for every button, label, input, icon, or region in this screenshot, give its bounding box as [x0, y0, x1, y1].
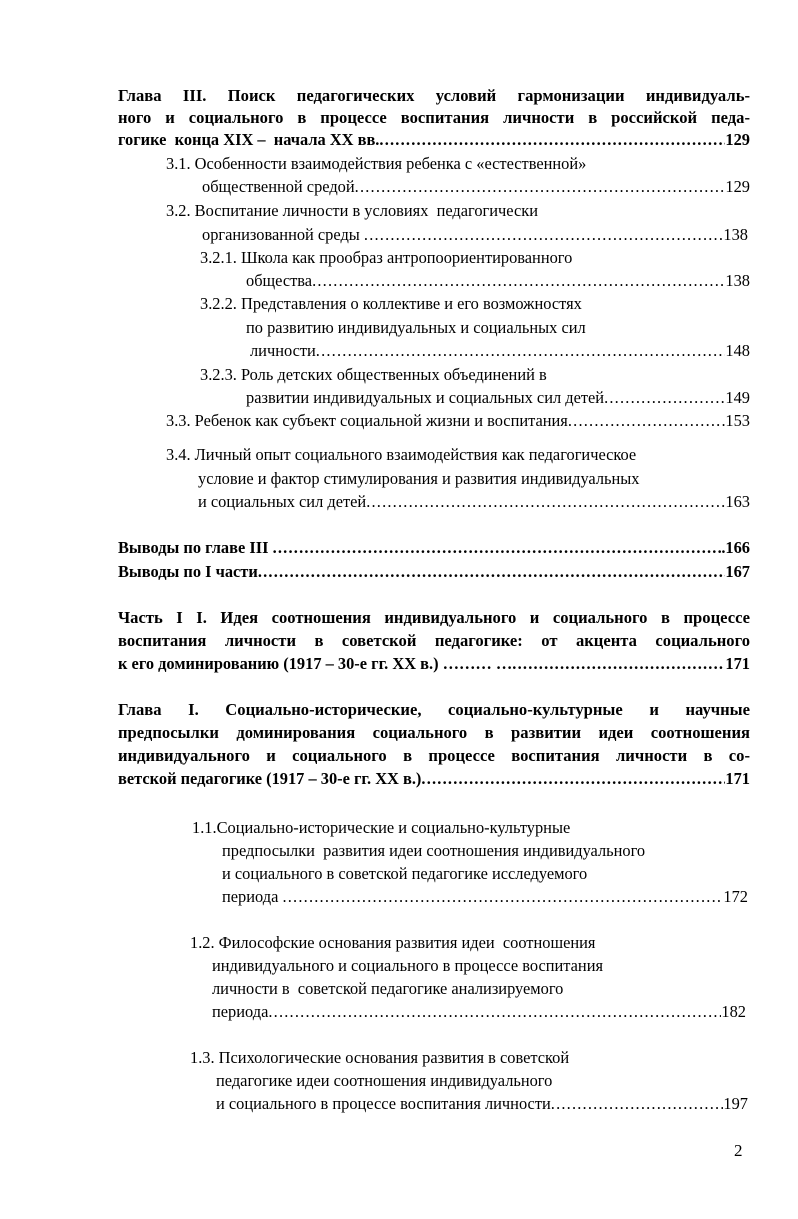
toc-page-number: 129: [725, 177, 750, 196]
toc-entry-1-3-line1: 1.3. Психологические основания развития в советской: [190, 1048, 570, 1067]
toc-entry-3-2-2-line2: по развитию индивидуальных и социальных сил: [246, 318, 586, 337]
toc-page-number: 172: [723, 887, 748, 906]
dot-leader: [282, 887, 723, 907]
toc-entry-3-2-1[interactable]: [246, 271, 750, 291]
toc-page-number: .166: [721, 538, 750, 557]
toc-page-number: 138: [725, 271, 750, 290]
toc-page-number: 167: [725, 562, 750, 581]
dot-leader: [366, 492, 725, 512]
toc-entry-1-1-line2: предпосылки развития идеи соотношения индивидуального: [222, 841, 646, 860]
dot-leader: [604, 388, 725, 408]
dot-leader: [512, 654, 725, 674]
part2-title-line1: Часть I I. Идея соотношения индивидуального и социального в процессе: [118, 608, 750, 627]
dot-leader: [273, 538, 722, 558]
toc-entry-text: к его доминированию (1917 – 30-е гг. XX в.) ……… …: [118, 654, 513, 673]
dot-leader: [379, 130, 725, 150]
toc-entry-conclusions-ch3[interactable]: [118, 538, 750, 558]
toc-page-number: 163: [725, 492, 750, 511]
chapter1-title-line1: Глава I. Социально-исторические, социально-культурные и научные: [118, 700, 750, 719]
toc-entry-3-2-3[interactable]: [246, 388, 750, 408]
dot-leader: [421, 769, 725, 789]
toc-page-number: 182: [721, 1002, 746, 1021]
toc-entry-text: и социального в процессе воспитания личности: [216, 1094, 551, 1113]
toc-entry-3-2-3-line1: 3.2.3. Роль детских общественных объединений в: [200, 365, 547, 384]
toc-entry-3-2-2[interactable]: [250, 341, 750, 361]
toc-page-number: 153: [725, 411, 750, 430]
dot-leader: [316, 341, 726, 361]
toc-entry-text: общественной средой: [202, 177, 355, 196]
toc-entry-chapter1[interactable]: [118, 769, 750, 789]
toc-entry-1-1[interactable]: [222, 887, 748, 907]
toc-page-number: 171: [725, 769, 750, 788]
toc-entry-3-3[interactable]: [166, 411, 750, 431]
toc-entry-1-3-line2: педагогике идеи соотношения индивидуального: [216, 1071, 553, 1090]
dot-leader: [568, 411, 726, 431]
toc-entry-text: Выводы по I части: [118, 562, 258, 581]
toc-entry-3-4[interactable]: [198, 492, 750, 512]
toc-entry-1-1-line1: 1.1.Социально-исторические и социально-культурные: [192, 818, 571, 837]
dot-leader: [551, 1094, 724, 1114]
toc-entry-text: и социальных сил детей: [198, 492, 367, 511]
toc-entry-1-2-line3: личности в советской педагогике анализируемого: [212, 979, 564, 998]
toc-entry-text: ветской педагогике (1917 – 30-е гг. XX в.): [118, 769, 422, 788]
toc-entry-3-2-line1: 3.2. Воспитание личности в условиях педагогически: [166, 201, 538, 220]
page-number: 2: [734, 1141, 743, 1160]
toc-page-number: 138: [723, 225, 748, 244]
toc-entry-1-2-line1: 1.2. Философские основания развития идеи соотношения: [190, 933, 596, 952]
chapter3-title-line1: Глава III. Поиск педагогических условий гармонизации индивидуаль-: [118, 86, 750, 105]
toc-page-number: 129: [725, 130, 750, 149]
dot-leader: [355, 177, 726, 197]
toc-page-number: 149: [725, 388, 750, 407]
toc-entry-text: организованной среды: [202, 225, 364, 244]
toc-entry-1-2[interactable]: [212, 1002, 746, 1022]
part2-title-line2: воспитания личности в советской педагогике: от акцента социального: [118, 631, 750, 650]
toc-entry-3-1[interactable]: [202, 177, 750, 197]
toc-entry-3-1-line1: 3.1. Особенности взаимодействия ребенка с «естественной»: [166, 154, 587, 173]
toc-entry-text: периода: [212, 1002, 269, 1021]
toc-entry-3-2-2-line1: 3.2.2. Представления о коллективе и его возможностях: [200, 294, 582, 313]
toc-entry-1-2-line2: индивидуального и социального в процессе воспитания: [212, 956, 604, 975]
toc-page-number: 171: [725, 654, 750, 673]
toc-entry-3-4-line2: условие и фактор стимулирования и развития индивидуальных: [198, 469, 640, 488]
chapter1-title-line3: индивидуального и социального в процессе воспитания личности в со-: [118, 746, 750, 765]
toc-entry-conclusions-part1[interactable]: [118, 562, 750, 582]
toc-page-number: 148: [725, 341, 750, 360]
dot-leader: [364, 225, 724, 245]
toc-entry-chapter3[interactable]: [118, 130, 750, 150]
dot-leader: [312, 271, 725, 291]
toc-entry-text: личности: [250, 341, 316, 360]
toc-page-number: 197: [723, 1094, 748, 1113]
chapter1-title-line2: предпосылки доминирования социального в развитии идеи соотношения: [118, 723, 750, 742]
toc-entry-1-1-line3: и социального в советской педагогике исследуемого: [222, 864, 588, 883]
toc-entry-3-2[interactable]: [202, 225, 748, 245]
toc-entry-text: развитии индивидуальных и социальных сил детей: [246, 388, 605, 407]
dot-leader: [268, 1002, 721, 1022]
toc-entry-text: гогике конца XIX – начала XX вв.: [118, 130, 380, 149]
toc-entry-text: общества: [246, 271, 313, 290]
toc-entry-text: 3.3. Ребенок как субъект социальной жизни и воспитания: [166, 411, 568, 430]
dot-leader: [258, 562, 726, 582]
toc-entry-3-2-1-line1: 3.2.1. Школа как прообраз антропоориентированного: [200, 248, 573, 267]
toc-entry-text: периода: [222, 887, 283, 906]
toc-entry-3-4-line1: 3.4. Личный опыт социального взаимодействия как педагогическое: [166, 445, 637, 464]
toc-entry-text: Выводы по главе III: [118, 538, 273, 557]
chapter3-title-line2: ного и социального в процессе воспитания личности в российской педа-: [118, 108, 750, 127]
toc-entry-1-3[interactable]: [216, 1094, 748, 1114]
toc-entry-part2[interactable]: [118, 654, 750, 674]
